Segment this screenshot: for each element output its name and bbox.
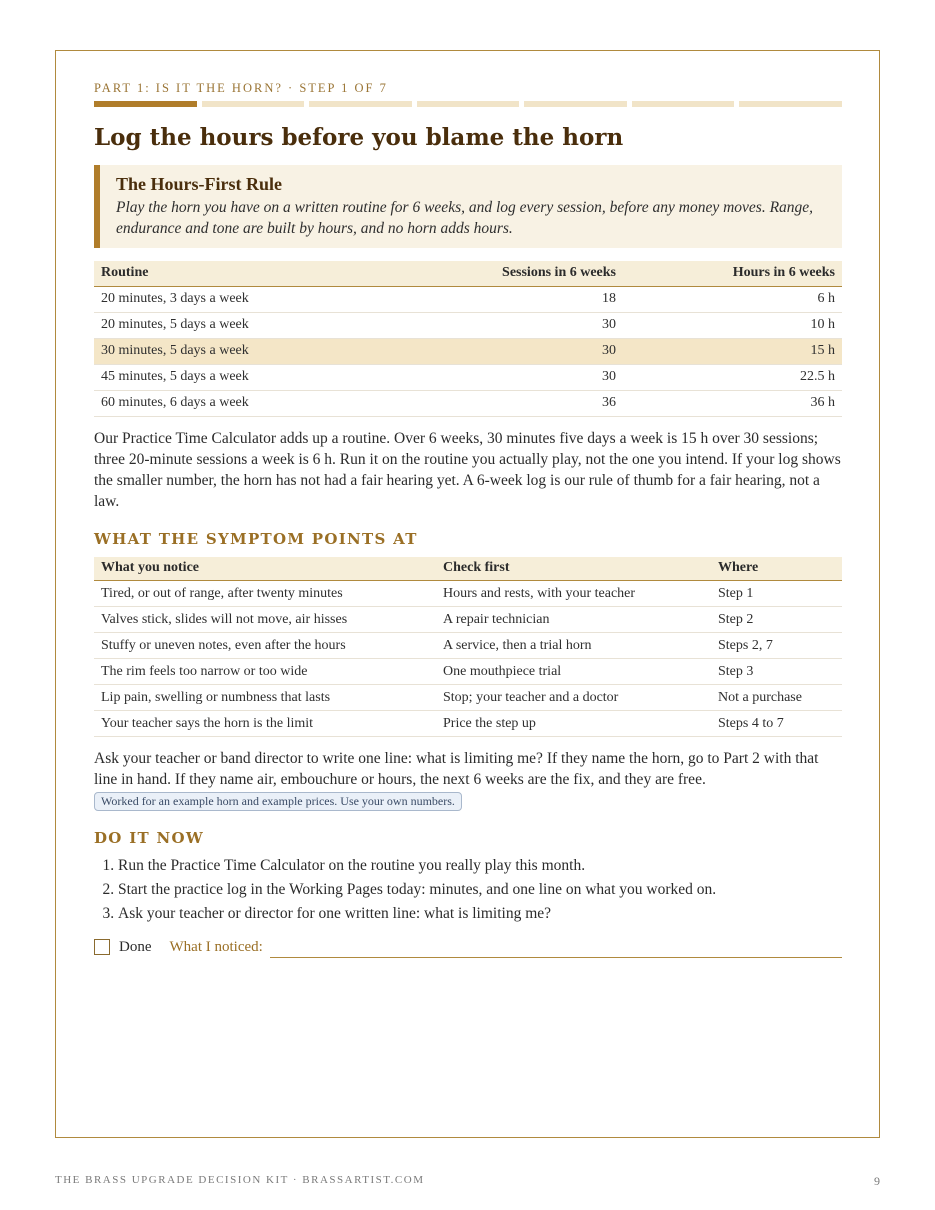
table-cell: 30 xyxy=(394,312,623,338)
action-step: 3. Ask your teacher or director for one written line: what is limiting me? xyxy=(118,902,842,926)
table-cell: 60 minutes, 6 days a week xyxy=(94,390,394,416)
table-row xyxy=(94,581,842,607)
column-header-where: Where xyxy=(711,557,842,581)
table-cell: Tired, or out of range, after twenty minutes xyxy=(94,581,436,607)
table-cell: 30 xyxy=(394,338,623,364)
rule-title: The Hours-First Rule xyxy=(116,174,282,194)
table-cell: 6 h xyxy=(623,286,842,312)
done-label: Done xyxy=(119,938,152,955)
table-row xyxy=(94,659,842,685)
table-row xyxy=(94,633,842,659)
do-it-now-heading: DO IT NOW xyxy=(94,829,205,847)
progress-segment xyxy=(309,101,412,107)
table-row xyxy=(94,685,842,711)
noticed-label: What I noticed: xyxy=(169,938,263,955)
table-cell: Stuffy or uneven notes, even after the hours xyxy=(94,633,436,659)
footer-kit-title: THE BRASS UPGRADE DECISION KIT · BRASSARTIST.COM xyxy=(55,1174,425,1186)
teacher-paragraph: Ask your teacher or band director to write one line: what is limiting me? If they name the horn, go to Part 2 with that line in hand. If they name air, embouchure or hours, the next 6 weeks are the fix, and they are free. xyxy=(94,750,819,788)
table-cell: Step 3 xyxy=(711,659,842,685)
done-checkbox[interactable] xyxy=(94,939,110,955)
table-cell: 22.5 h xyxy=(623,364,842,390)
table-cell: Hours and rests, with your teacher xyxy=(436,581,711,607)
table-cell: Step 1 xyxy=(711,581,842,607)
table-cell: 20 minutes, 3 days a week xyxy=(94,286,394,312)
table-cell: 18 xyxy=(394,286,623,312)
page-frame xyxy=(55,50,880,1138)
table-cell: 30 minutes, 5 days a week xyxy=(94,338,394,364)
table-cell: Stop; your teacher and a doctor xyxy=(436,685,711,711)
progress-segment xyxy=(417,101,520,107)
table-row xyxy=(94,312,842,338)
column-header-check: Check first xyxy=(436,557,711,581)
action-step: 2. Start the practice log in the Working Pages today: minutes, and one line on what you worked on. xyxy=(118,878,842,902)
table-cell: 15 h xyxy=(623,338,842,364)
page-number: 9 xyxy=(874,1174,880,1188)
step-progress-bar xyxy=(94,101,842,107)
symptom-section-heading: WHAT THE SYMPTOM POINTS AT xyxy=(94,529,418,548)
page-content xyxy=(94,79,842,959)
table-row xyxy=(94,286,842,312)
table-cell: Not a purchase xyxy=(711,685,842,711)
column-header-sessions: Sessions in 6 weeks xyxy=(394,261,623,286)
progress-segment xyxy=(524,101,627,107)
table-cell: Steps 2, 7 xyxy=(711,633,842,659)
action-step: 1. Run the Practice Time Calculator on the routine you really play this month. xyxy=(118,854,842,878)
table-cell: A service, then a trial horn xyxy=(436,633,711,659)
table-row xyxy=(94,364,842,390)
progress-segment xyxy=(94,101,197,107)
rule-text: Play the horn you have on a written routine for 6 weeks, and log every session, before any money moves. Range, endurance and tone are built by hours, and no horn adds hours. xyxy=(116,199,814,237)
noticed-input-line[interactable] xyxy=(270,936,842,958)
column-header-hours: Hours in 6 weeks xyxy=(623,261,842,286)
table-row xyxy=(94,390,842,416)
table-cell: Lip pain, swelling or numbness that lasts xyxy=(94,685,436,711)
table-cell: Price the step up xyxy=(436,711,711,737)
table-cell: 30 xyxy=(394,364,623,390)
action-steps-list xyxy=(94,854,842,926)
example-note-badge: Worked for an example horn and example prices. Use your own numbers. xyxy=(94,792,462,811)
table-cell: Steps 4 to 7 xyxy=(711,711,842,737)
progress-segment xyxy=(202,101,305,107)
progress-segment xyxy=(739,101,842,107)
table-row xyxy=(94,338,842,364)
table-cell: 20 minutes, 5 days a week xyxy=(94,312,394,338)
table-cell: 36 h xyxy=(623,390,842,416)
table-cell: 36 xyxy=(394,390,623,416)
table-cell: 45 minutes, 5 days a week xyxy=(94,364,394,390)
page-title: Log the hours before you blame the horn xyxy=(94,124,624,151)
step-kicker: PART 1: IS IT THE HORN? · STEP 1 OF 7 xyxy=(94,81,388,95)
table-cell: A repair technician xyxy=(436,607,711,633)
table-header-row xyxy=(94,261,842,286)
table-cell: Step 2 xyxy=(711,607,842,633)
done-row xyxy=(94,935,842,959)
column-header-routine: Routine xyxy=(94,261,394,286)
routine-hours-table xyxy=(94,261,842,417)
table-cell: The rim feels too narrow or too wide xyxy=(94,659,436,685)
table-row xyxy=(94,711,842,737)
symptom-table xyxy=(94,557,842,738)
table-cell: One mouthpiece trial xyxy=(436,659,711,685)
table-cell: Your teacher says the horn is the limit xyxy=(94,711,436,737)
progress-segment xyxy=(632,101,735,107)
hours-first-rule-callout xyxy=(94,165,842,248)
calculator-paragraph: Our Practice Time Calculator adds up a routine. Over 6 weeks, 30 minutes five days a week is 15 h over 30 sessions; three 20-minute sessions a week is 6 h. Run it on the routine you actually play, not the one you intend. If your log shows the smaller number, the horn has not had a fair hearing yet. A 6-week log is our rule of thumb for a fair hearing, not a law. xyxy=(94,429,841,510)
table-row xyxy=(94,607,842,633)
table-header-row xyxy=(94,557,842,581)
column-header-notice: What you notice xyxy=(94,557,436,581)
table-cell: Valves stick, slides will not move, air hisses xyxy=(94,607,436,633)
table-cell: 10 h xyxy=(623,312,842,338)
